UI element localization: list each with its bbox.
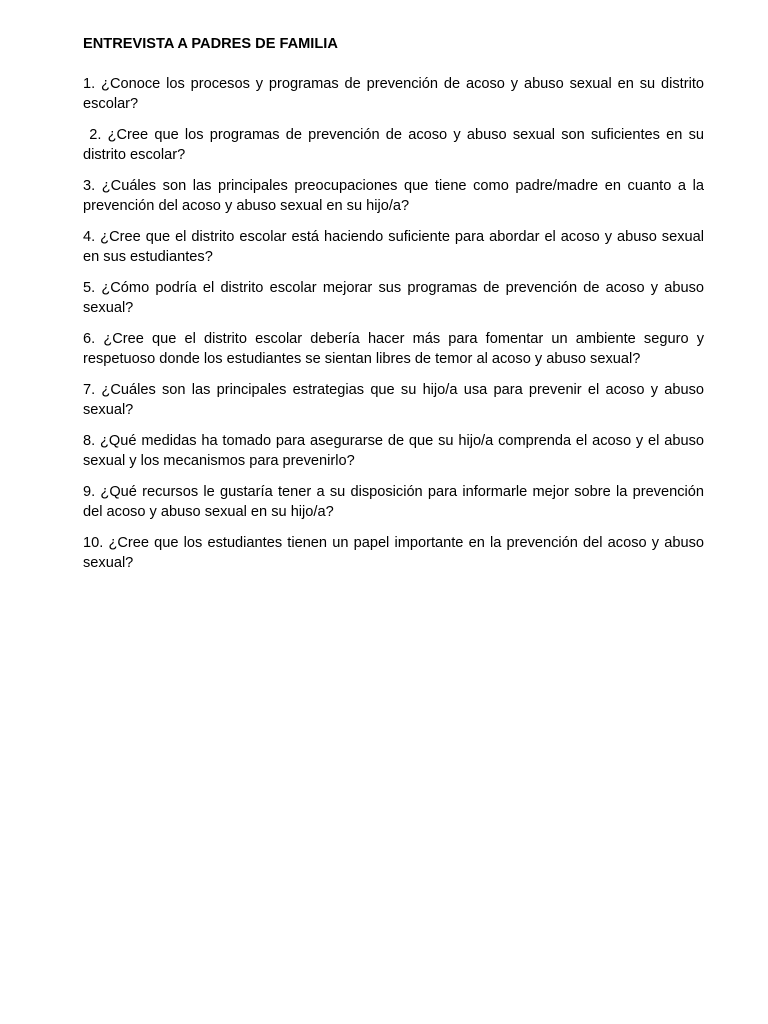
document-title: ENTREVISTA A PADRES DE FAMILIA (83, 36, 338, 52)
question-10: 10. ¿Cree que los estudiantes tienen un papel importante en la prevención del acoso y abuso sexual? (83, 535, 704, 571)
question-2: 2. ¿Cree que los programas de prevención de acoso y abuso sexual son suficientes en su distrito escolar? (83, 127, 709, 163)
question-6: 6. ¿Cree que el distrito escolar debería hacer más para fomentar un ambiente seguro y respetuoso donde los estudiantes se sientan libres de temor al acoso y abuso sexual? (83, 331, 704, 367)
question-4: 4. ¿Cree que el distrito escolar está haciendo suficiente para abordar el acoso y abuso sexual en sus estudiantes? (83, 229, 704, 265)
question-5: 5. ¿Cómo podría el distrito escolar mejorar sus programas de prevención de acoso y abuso sexual? (83, 280, 704, 316)
document-body (83, 34, 709, 584)
question-1: 1. ¿Conoce los procesos y programas de prevención de acoso y abuso sexual en su distrito escolar? (83, 76, 704, 112)
question-9: 9. ¿Qué recursos le gustaría tener a su disposición para informarle mejor sobre la prevención del acoso y abuso sexual en su hijo/a? (83, 484, 704, 520)
question-7: 7. ¿Cuáles son las principales estrategias que su hijo/a usa para prevenir el acoso y abuso sexual? (83, 382, 704, 418)
question-8: 8. ¿Qué medidas ha tomado para asegurarse de que su hijo/a comprenda el acoso y el abuso sexual y los mecanismos para prevenirlo? (83, 433, 704, 469)
question-3: 3. ¿Cuáles son las principales preocupaciones que tiene como padre/madre en cuanto a la prevención del acoso y abuso sexual en su hijo/a? (83, 178, 704, 214)
